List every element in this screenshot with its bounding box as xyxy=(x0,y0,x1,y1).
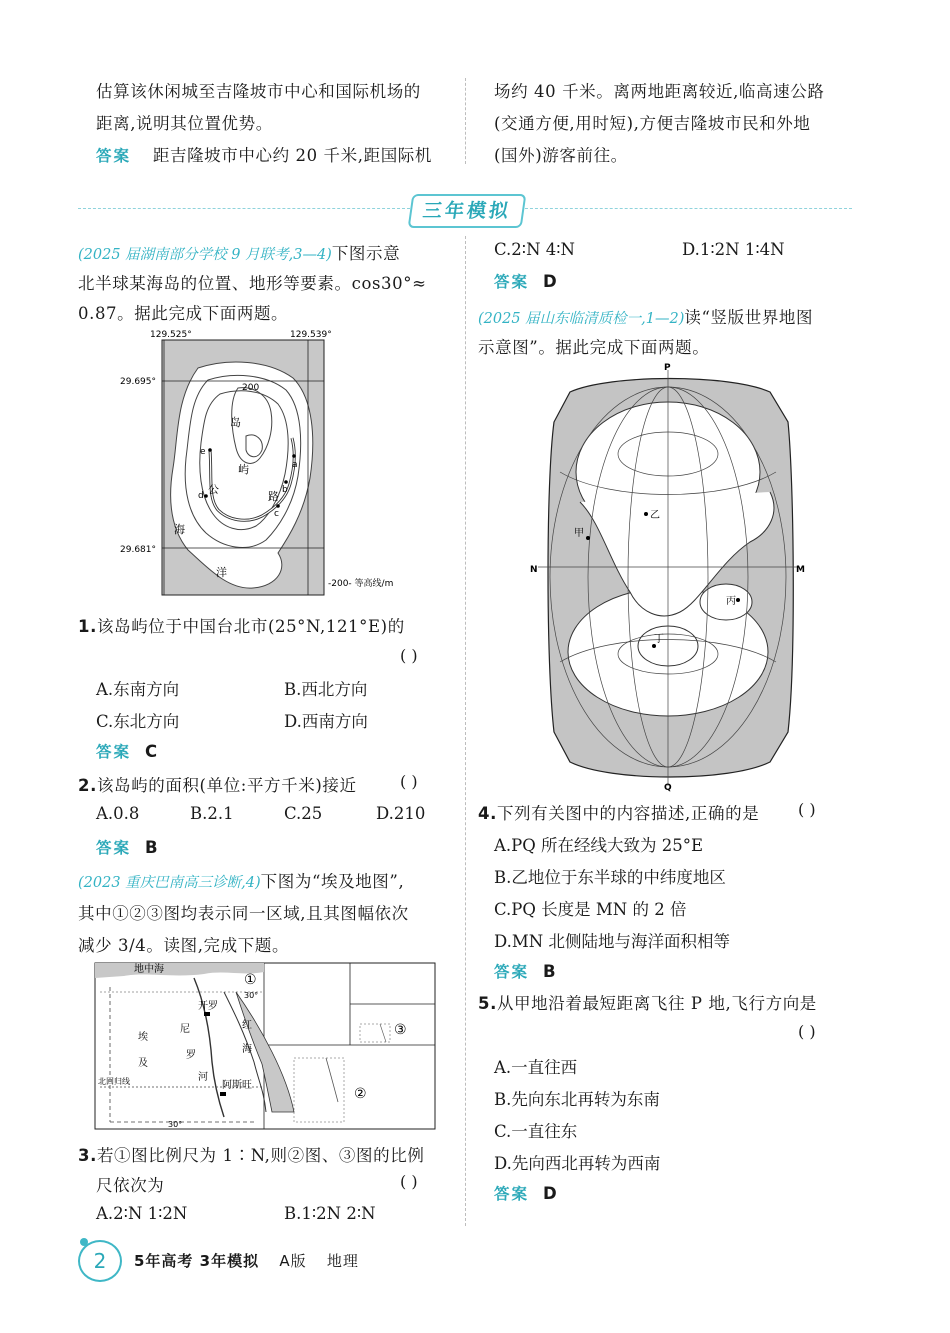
q3-answer-value: D xyxy=(543,272,558,291)
q1-option-b[interactable]: B.西北方向 xyxy=(284,680,368,699)
q4-answer-label: 答案 xyxy=(494,963,530,981)
footer-title xyxy=(134,1250,359,1271)
q4-paren: ( ) xyxy=(798,800,816,819)
q2-option-c[interactable]: C.25 xyxy=(284,804,323,823)
q1-stem xyxy=(78,613,405,637)
world-map-label: 丁 xyxy=(654,634,664,645)
place-label: 埃 xyxy=(138,1032,148,1043)
q4-stem xyxy=(478,800,759,824)
map-longitude-label: 129.539° xyxy=(290,330,332,340)
group3-intro-2: 示意图”。据此完成下面两题。 xyxy=(478,338,710,357)
group1-intro-text: 下图示意 xyxy=(331,244,401,263)
q3-option-b[interactable]: B.1∶2N 2∶N xyxy=(284,1204,376,1223)
group1-intro-3: 0.87。据此完成下面两题。 xyxy=(78,304,289,323)
q4-answer-value: B xyxy=(543,962,557,981)
place-label: 红 xyxy=(242,1020,252,1031)
column-divider-main xyxy=(465,236,466,1226)
contour-value-label: 200 xyxy=(242,383,260,393)
q1-number: 1. xyxy=(78,617,97,636)
vertical-world-map xyxy=(530,362,812,792)
q4-option-a[interactable]: A.PQ 所在经线大致为 25°E xyxy=(494,836,704,855)
island-label: 岛 xyxy=(230,416,241,429)
q3-stem-2: 尺依次为 xyxy=(96,1176,165,1195)
q2-stem xyxy=(78,772,357,796)
q5-option-c[interactable]: C.一直往东 xyxy=(494,1122,578,1141)
figure-number-label: ② xyxy=(354,1086,367,1102)
q1-option-c[interactable]: C.东北方向 xyxy=(96,712,180,731)
q2-answer-value: B xyxy=(145,838,159,857)
q2-option-a[interactable]: A.0.8 xyxy=(96,804,140,823)
world-map-label: 丙 xyxy=(726,596,736,607)
island-label: 公 xyxy=(208,483,219,496)
q1-answer-label: 答案 xyxy=(96,743,132,761)
top-right-line-3: (国外)游客前往。 xyxy=(494,146,628,165)
group2-intro-text: 下图为“埃及地图”, xyxy=(260,872,405,891)
q2-stem-text: 该岛屿的面积(单位:平方千米)接近 xyxy=(96,776,357,795)
q3-option-d[interactable]: D.1∶2N 1∶4N xyxy=(682,240,785,259)
group1-source: (2025 届湖南部分学校 9 月联考,3—4) xyxy=(78,247,332,263)
q1-stem-text: 该岛屿位于中国台北市(25°N,121°E)的 xyxy=(96,617,405,636)
group2-source: (2023 重庆巴南高三诊断,4) xyxy=(78,875,261,891)
banner-rule-right xyxy=(520,208,852,209)
world-map-label: 甲 xyxy=(574,528,584,539)
place-label: 阿斯旺 xyxy=(222,1080,252,1091)
q2-option-d[interactable]: D.210 xyxy=(376,804,426,823)
place-label: 及 xyxy=(138,1058,148,1069)
q4-option-b[interactable]: B.乙地位于东半球的中纬度地区 xyxy=(494,868,726,887)
q5-option-b[interactable]: B.先向东北再转为东南 xyxy=(494,1090,660,1109)
page-number: 2 xyxy=(78,1240,122,1282)
group3-source: (2025 届山东临清质检一,1—2) xyxy=(478,311,685,327)
group1-intro-2: 北半球某海岛的位置、地形等要素。cos30°≈ xyxy=(78,274,427,293)
top-right-line-2: (交通方便,用时短),方便吉隆坡市民和外地 xyxy=(494,114,811,133)
q5-answer-label: 答案 xyxy=(494,1185,530,1203)
group1-intro-1 xyxy=(78,240,400,264)
banner-rule-left xyxy=(78,208,410,209)
world-map-label: Q xyxy=(664,783,672,793)
q5-stem xyxy=(478,990,817,1014)
column-divider-top xyxy=(465,78,466,164)
top-left-line-1: 估算该休闲城至吉隆坡市中心和国际机场的 xyxy=(96,82,421,101)
q3-answer xyxy=(494,270,557,292)
q3-paren: ( ) xyxy=(400,1172,418,1191)
q3-option-a[interactable]: A.2∶N 1∶2N xyxy=(96,1204,188,1223)
top-right-line-1: 场约 40 千米。离两地距离较近,临高速公路 xyxy=(494,82,825,101)
top-answer-text: 距吉隆坡市中心约 20 千米,距国际机 xyxy=(152,146,433,165)
map-longitude-label: 129.525° xyxy=(150,330,192,340)
q5-number: 5. xyxy=(478,994,497,1013)
q1-paren: ( ) xyxy=(400,646,418,665)
contour-legend: -200- 等高线/m xyxy=(328,579,394,589)
island-contour-map xyxy=(120,328,428,603)
q4-answer xyxy=(494,960,556,982)
q4-stem-text: 下列有关图中的内容描述,正确的是 xyxy=(496,804,760,823)
world-map-label: P xyxy=(664,363,671,373)
q2-answer xyxy=(96,836,158,858)
q4-option-d[interactable]: D.MN 北侧陆地与海洋面积相等 xyxy=(494,932,730,951)
q1-option-d[interactable]: D.西南方向 xyxy=(284,712,368,731)
egypt-map xyxy=(94,962,436,1132)
q3-number: 3. xyxy=(78,1146,97,1165)
point-label: d xyxy=(198,491,204,501)
point-label: e xyxy=(200,447,206,457)
island-label: 屿 xyxy=(238,463,249,476)
answer-label: 答案 xyxy=(96,147,132,165)
q1-option-a[interactable]: A.东南方向 xyxy=(96,680,180,699)
group3-intro-text: 读“竖版世界地图 xyxy=(684,308,814,327)
figure-number-label: ③ xyxy=(394,1022,407,1038)
sea-label: 地中海 xyxy=(134,964,164,975)
world-map-label: M xyxy=(796,565,805,575)
point-label: a xyxy=(292,460,298,470)
world-map-label: N xyxy=(530,565,538,575)
q3-option-c[interactable]: C.2∶N 4∶N xyxy=(494,240,575,259)
top-left-line-2: 距离,说明其位置优势。 xyxy=(96,114,273,133)
group3-intro-1 xyxy=(478,304,813,328)
q5-answer xyxy=(494,1182,557,1204)
q2-number: 2. xyxy=(78,776,97,795)
map-latitude-label: 29.681° xyxy=(120,545,156,555)
island-label: 路 xyxy=(268,490,279,503)
q5-answer-value: D xyxy=(543,1184,558,1203)
q5-stem-text: 从甲地沿着最短距离飞往 P 地,飞行方向是 xyxy=(496,994,817,1013)
world-map-label: 乙 xyxy=(650,510,660,521)
place-label: 开罗 xyxy=(198,1001,218,1012)
tropic-label: 北回归线 xyxy=(98,1077,130,1086)
q3-stem-1 xyxy=(78,1142,424,1166)
group2-intro-1 xyxy=(78,868,404,892)
q3-stem-text: 若①图比例尺为 1∶N,则②图、③图的比例 xyxy=(96,1146,425,1165)
q2-paren: ( ) xyxy=(400,772,418,791)
latitude-label: 30° xyxy=(244,991,259,1000)
place-label: 海 xyxy=(242,1044,252,1055)
footer-edition: A版 xyxy=(279,1252,307,1270)
q5-option-a[interactable]: A.一直往西 xyxy=(494,1058,578,1077)
q1-answer-value: C xyxy=(145,742,158,761)
top-answer xyxy=(96,142,432,166)
sea-label: 洋 xyxy=(216,566,227,579)
q1-answer xyxy=(96,740,158,762)
group2-intro-2: 其中①②③图均表示同一区域,且其图幅依次 xyxy=(78,904,409,923)
point-label: b xyxy=(282,485,288,495)
q5-paren: ( ) xyxy=(798,1022,816,1041)
footer-subject: 地理 xyxy=(326,1252,359,1270)
footer-book: 5年高考 3年模拟 xyxy=(134,1252,260,1270)
longitude-label: 30° xyxy=(168,1120,183,1129)
q2-answer-label: 答案 xyxy=(96,839,132,857)
point-label: c xyxy=(274,509,279,519)
q4-number: 4. xyxy=(478,804,497,823)
q3-answer-label: 答案 xyxy=(494,273,530,291)
map-latitude-label: 29.695° xyxy=(120,377,156,387)
group2-intro-3: 减少 3/4。读图,完成下题。 xyxy=(78,936,290,955)
figure-number-label: ① xyxy=(244,972,257,988)
q2-option-b[interactable]: B.2.1 xyxy=(190,804,234,823)
section-banner: 三年模拟 xyxy=(408,194,527,228)
q5-option-d[interactable]: D.先向西北再转为西南 xyxy=(494,1154,661,1173)
place-label: 罗 xyxy=(186,1050,196,1061)
place-label: 尼 xyxy=(180,1024,190,1035)
sea-label: 海 xyxy=(174,523,185,536)
place-label: 河 xyxy=(198,1072,208,1083)
q4-option-c[interactable]: C.PQ 长度是 MN 的 2 倍 xyxy=(494,900,687,919)
